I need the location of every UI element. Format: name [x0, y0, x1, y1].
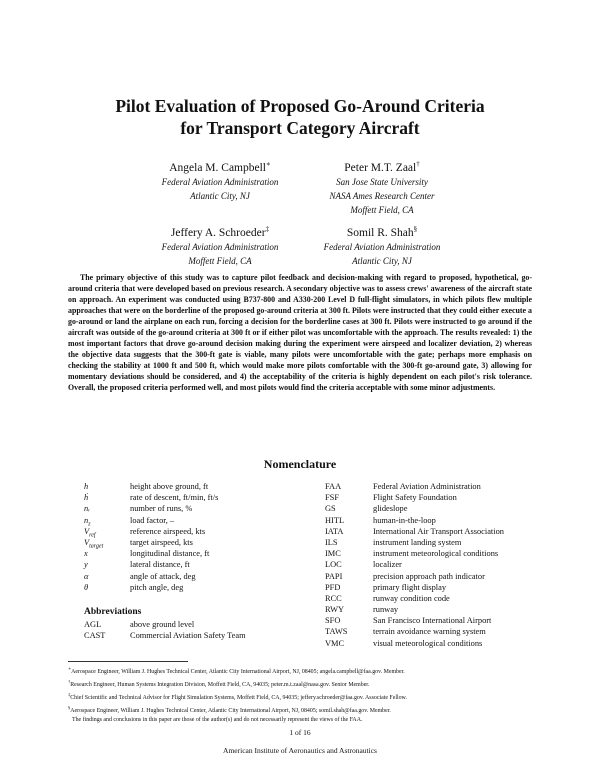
abbreviation: PFD: [325, 582, 341, 592]
symbol-row: [84, 481, 304, 492]
author-location-extra: Moffett Field, CA: [350, 204, 414, 215]
footnote-text: Research Engineer, Human Systems Integration Division, Moffett Field, CA, 94035; peter.m.t.zaal@nasa.gov. Senior Member.: [70, 682, 370, 689]
author-mark: §: [413, 225, 418, 233]
author-block-2: [262, 157, 502, 217]
abbreviation-desc: glideslope: [373, 504, 408, 514]
title-line-2: for Transport Category Aircraft: [180, 118, 420, 138]
abbreviation: AGL: [84, 619, 102, 629]
footnote: [68, 703, 538, 716]
footnote: [68, 690, 538, 703]
abbreviation-desc: instrument landing system: [373, 537, 462, 547]
symbol-desc: number of runs, %: [130, 504, 193, 514]
abbreviation-row: [325, 503, 540, 514]
abbreviation: TAWS: [325, 627, 348, 637]
footnotes: [68, 664, 538, 725]
author-affiliation: Federal Aviation Administration: [161, 241, 279, 252]
symbol-desc: rate of descent, ft/min, ft/s: [130, 493, 219, 503]
symbol: y: [84, 560, 88, 570]
abbreviation-row: [325, 626, 540, 637]
footnote-mark: ‡: [68, 692, 71, 698]
footnote: [68, 677, 538, 690]
symbol-row: [84, 559, 304, 570]
symbol: ḣ: [84, 493, 89, 503]
abbreviation: HITL: [325, 515, 345, 525]
abbreviation: RWY: [325, 605, 345, 615]
symbol-desc: height above ground, ft: [130, 482, 209, 491]
abbreviation-desc: runway: [373, 605, 399, 615]
nomenclature-right-column: [325, 481, 540, 649]
footnote-text: Aerospace Engineer, William J. Hughes Technical Center, Atlantic City International Airport, NJ, 08405; somil.shah@faa.gov. Member.: [70, 708, 391, 715]
symbol: x: [84, 549, 88, 559]
paper-title: [40, 95, 560, 139]
symbol-desc: longitudinal distance, ft: [130, 549, 210, 559]
abbreviation-desc: terrain avoidance warning system: [373, 627, 486, 637]
abbreviation-row: [84, 619, 304, 630]
symbol-desc: target airspeed, kts: [130, 537, 193, 547]
abbreviation-row: [84, 630, 304, 641]
symbol-row: [84, 492, 304, 503]
footnote-text: Chief Scientific and Technical Advisor for Flight Simulation Systems, Moffett Field, CA, 94035; jeffery.schroeder@faa.gov. Associate Fellow.: [70, 695, 407, 702]
abbreviation-row: [325, 492, 540, 503]
abbreviation: IATA: [325, 526, 344, 536]
abbreviations-heading: Abbreviations: [84, 606, 142, 617]
abbreviation: VMC: [325, 638, 345, 648]
abbreviation: CAST: [84, 631, 106, 641]
symbol-row: [84, 582, 304, 593]
symbol: θ: [84, 582, 89, 592]
abbreviation-row: [325, 615, 540, 626]
publisher-footer: American Institute of Aeronautics and Astronautics: [223, 746, 377, 755]
nomenclature-heading: Nomenclature: [263, 457, 337, 471]
symbol: α: [84, 571, 89, 581]
abbreviation: IMC: [325, 549, 341, 559]
abbreviation: SFO: [325, 616, 341, 626]
symbol: $V_{target}$: [84, 537, 104, 550]
abbreviation-row: [325, 548, 540, 559]
symbol: $n_z$: [84, 515, 91, 528]
footnote-rule: [68, 661, 188, 662]
footnote-mark: §: [68, 705, 71, 711]
abbreviation: GS: [325, 504, 336, 514]
abbreviation-desc: International Air Transport Association: [373, 526, 504, 536]
symbol-row: [84, 548, 304, 559]
nomenclature-left-column: [84, 481, 304, 641]
author-block-4: [262, 222, 502, 268]
footnote-text: Aerospace Engineer, William J. Hughes Technical Center, Atlantic City International Airport, NJ, 08405; angela.campbell@faa.gov. Member.: [71, 668, 405, 675]
abbreviation: FAA: [325, 482, 342, 491]
symbol-desc: lateral distance, ft: [130, 560, 190, 570]
abbreviation-row: [325, 593, 540, 604]
abbreviation-row: [325, 537, 540, 548]
abbreviation-desc: precision approach path indicator: [373, 571, 485, 581]
symbol-row: [84, 526, 304, 537]
abbreviation-desc: runway condition code: [373, 593, 450, 603]
author-location: Atlantic City, NJ: [190, 190, 250, 201]
symbol: h: [84, 482, 89, 491]
abbreviation: ILS: [325, 537, 338, 547]
abbreviation-row: [325, 571, 540, 582]
symbol-desc: reference airspeed, kts: [130, 526, 206, 536]
symbol: $V_{ref}$: [84, 526, 96, 539]
footnote-mark: ∗: [68, 666, 72, 671]
symbol-row: [84, 503, 304, 514]
abbreviation-row: [325, 638, 540, 649]
author-name: Somil R. Shah: [346, 226, 414, 239]
abbreviation-desc: above ground level: [130, 619, 195, 629]
symbol-row: [84, 515, 304, 526]
author-mark: ‡: [265, 225, 270, 233]
footnote-mark: †: [68, 679, 71, 685]
author-location: Moffett Field, CA: [188, 255, 252, 266]
author-mark: ∗: [266, 160, 271, 168]
abbreviation-desc: Federal Aviation Administration: [373, 482, 481, 491]
abbreviation-desc: San Francisco International Airport: [373, 616, 492, 626]
author-location: NASA Ames Research Center: [329, 190, 435, 201]
symbol-desc: load factor, –: [130, 515, 175, 525]
abbreviation-row: [325, 582, 540, 593]
abbreviation: RCC: [325, 593, 342, 603]
abbreviation-desc: instrument meteorological conditions: [373, 549, 499, 559]
abbreviation-desc: localizer: [373, 560, 402, 570]
abbreviation: FSF: [325, 493, 339, 503]
symbol-desc: angle of attack, deg: [130, 571, 196, 581]
symbol: nᵣ: [84, 504, 91, 514]
abbreviation: PAPI: [325, 571, 343, 581]
abbreviation-row: [325, 515, 540, 526]
author-name: Peter M.T. Zaal: [344, 161, 417, 174]
symbol-row: [84, 537, 304, 548]
author-location: Atlantic City, NJ: [352, 255, 412, 266]
title-line-1: Pilot Evaluation of Proposed Go-Around Criteria: [115, 96, 485, 116]
abstract: The primary objective of this study was to capture pilot feedback and decision-making with regard to proposed, hypothetical, go-around criteria that were developed based on previous research. A secondary objective was to assess crews' awareness of the aircraft state on approach. An experiment was conducted using B737-800 and A330-200 Level D full-flight simulators, in which pilots flew multiple approaches that were on the borderline of the proposed go-around criteria at 300 ft. Pilots were instructed that they could either execute a go-around or land the airplane on each run, forcing a decision for the borderline cases at 300 ft. Pilots were instructed to go around if the aircraft was outside of the go-around criteria at 300 ft or if either pilot was uncomfortable with the approach. The results revealed: 1) the most important factors that drove go-around decision making during the experiment were airspeed and localizer deviation, 2) whereas the objective data suggests that the 300-ft gate is viable, many pilots were uncomfortable with the gate; perhaps more emphasis on checking the stability at 1000 ft and 500 ft, which would make more pilots comfortable with the 300-ft go-around gate, 3) allowing for momentary deviations should be considered, and 4) the acceptability of the criteria is highly dependent on each pilot's risk tolerance. Overall, the proposed criteria performed well, and most pilots would find the criteria acceptable with some minor adjustments.: [68, 273, 532, 393]
abbreviation-desc: visual meteorological conditions: [373, 638, 483, 648]
findings-note: The findings and conclusions in this paper are those of the author(s) and do not necessarily represent the views of the FAA.: [72, 717, 363, 724]
symbol-desc: pitch angle, deg: [130, 582, 184, 592]
abbreviation-desc: human-in-the-loop: [373, 515, 436, 525]
abbreviation-desc: primary flight display: [373, 582, 447, 592]
abbreviation-desc: Commercial Aviation Safety Team: [130, 631, 246, 641]
author-affiliation: Federal Aviation Administration: [323, 241, 441, 252]
abbreviation-row: [325, 481, 540, 492]
abbreviation-row: [325, 559, 540, 570]
page-number: 1 of 16: [289, 728, 311, 737]
author-affiliation: San Jose State University: [336, 176, 428, 187]
footnote: [68, 664, 538, 677]
abbreviation-row: [325, 526, 540, 537]
abbreviation: LOC: [325, 560, 342, 570]
author-name: Jeffery A. Schroeder: [170, 226, 266, 239]
abbreviation-desc: Flight Safety Foundation: [373, 493, 457, 503]
symbol-row: [84, 571, 304, 582]
author-affiliation: Federal Aviation Administration: [161, 176, 279, 187]
author-name: Angela M. Campbell: [169, 161, 266, 174]
author-mark: †: [416, 160, 420, 168]
abbreviation-row: [325, 604, 540, 615]
